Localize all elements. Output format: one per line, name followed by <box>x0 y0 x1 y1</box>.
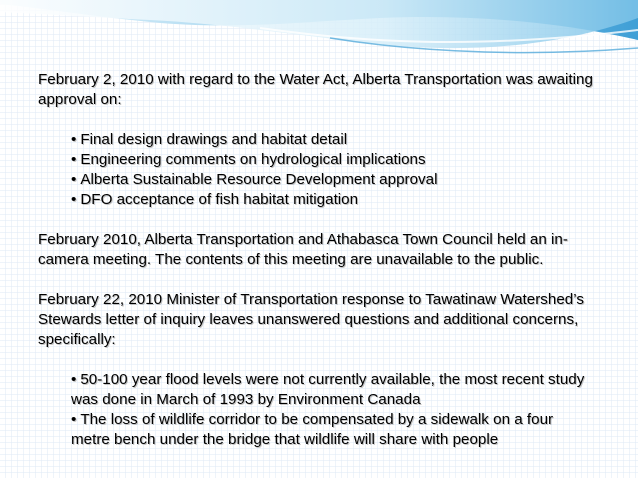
paragraph-water-act: February 2, 2010 with regard to the Water Act, Alberta Transportation was awaiting approval on: <box>38 71 593 108</box>
bullet-icon: • <box>71 191 77 208</box>
list-item: • Engineering comments on hydrological implications <box>71 151 426 168</box>
bullet-icon: • <box>71 131 77 148</box>
approval-list <box>38 130 618 210</box>
paragraph-minister-response: February 22, 2010 Minister of Transportation response to Tawatinaw Watershed’s Stewards letter of inquiry leaves unanswered questions and additional concerns, specifically: <box>38 291 584 348</box>
list-item: • Final design drawings and habitat detail <box>71 131 348 148</box>
bullet-icon: • <box>71 411 77 428</box>
concerns-list <box>38 370 618 450</box>
bullet-icon: • <box>71 151 77 168</box>
paragraph-in-camera-meeting: February 2010, Alberta Transportation and Athabasca Town Council held an in-camera meeting. The contents of this meeting are unavailable to the public. <box>38 231 568 268</box>
wave-band-front <box>0 0 638 48</box>
slide-body <box>38 70 618 450</box>
bullet-icon: • <box>71 171 77 188</box>
list-item: • Alberta Sustainable Resource Development approval <box>71 171 438 188</box>
list-item: • The loss of wildlife corridor to be compensated by a sidewalk on a four metre bench under the bridge that wildlife will share with people <box>71 411 554 448</box>
bullet-icon: • <box>71 371 77 388</box>
list-item: • 50-100 year flood levels were not currently available, the most recent study was done in March of 1993 by Environment Canada <box>71 371 585 408</box>
header-wave-decoration <box>0 0 638 80</box>
list-item: • DFO acceptance of fish habitat mitigation <box>71 191 359 208</box>
